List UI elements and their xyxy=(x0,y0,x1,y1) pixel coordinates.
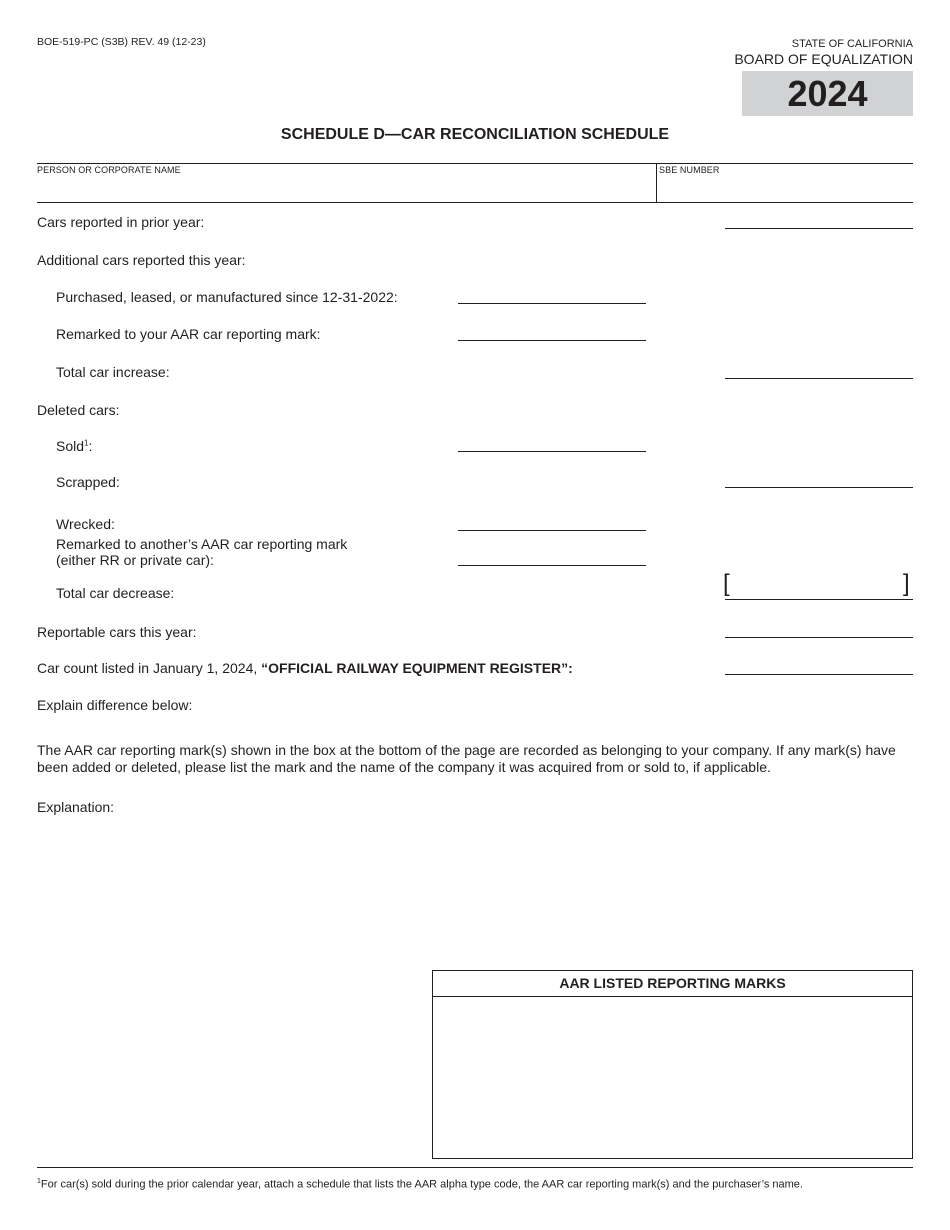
footnote-marker: 1 xyxy=(37,1178,41,1185)
identity-divider xyxy=(656,164,657,202)
car-count-input[interactable] xyxy=(725,654,913,675)
prior-year-label: Cars reported in prior year: xyxy=(37,214,205,230)
scrapped-label: Scrapped: xyxy=(56,474,120,490)
footnote: $^1$For car(s) sold during the prior calendar year, attach a schedule that lists the AAR alpha type code, the AAR car reporting mark(s) and the purchaser’s name. xyxy=(37,1178,803,1191)
scrapped-input[interactable] xyxy=(725,467,913,488)
aar-marks-title: AAR LISTED REPORTING MARKS xyxy=(433,971,912,997)
car-count-label: Car count listed in January 1, 2024, “OFFICIAL RAILWAY EQUIPMENT REGISTER”: xyxy=(37,660,573,676)
name-label: PERSON OR CORPORATE NAME xyxy=(37,165,181,175)
explanation-label: Explanation: xyxy=(37,799,115,815)
aar-marks-box xyxy=(432,970,913,1159)
year-badge: 2024 xyxy=(742,71,913,116)
remarked-another-label-1: Remarked to another’s AAR car reporting mark xyxy=(56,536,348,552)
sbe-input[interactable] xyxy=(662,178,914,200)
identity-bottom-rule xyxy=(37,202,913,203)
total-increase-label: Total car increase: xyxy=(56,364,170,380)
wrecked-label: Wrecked: xyxy=(56,516,115,532)
sold-input[interactable] xyxy=(458,431,646,452)
instructions-paragraph: The AAR car reporting mark(s) shown in the box at the bottom of the page are recorded as belonging to your company. If any mark(s) have been added or deleted, please list the mark and the name of the company it was acquired from or sold to, if applicable. xyxy=(37,742,896,775)
remarked-to-input[interactable] xyxy=(458,320,646,341)
agency-label: BOARD OF EQUALIZATION xyxy=(734,51,913,67)
total-decrease-label: Total car decrease: xyxy=(56,585,175,601)
state-label: STATE OF CALIFORNIA xyxy=(791,38,913,50)
bracket-open: [ xyxy=(723,570,730,597)
sbe-label: SBE NUMBER xyxy=(659,165,720,175)
identity-top-rule xyxy=(37,163,913,164)
explanation-textarea[interactable] xyxy=(37,824,917,963)
form-id: BOE-519-PC (S3B) REV. 49 (12-23) xyxy=(37,36,206,48)
reportable-input[interactable] xyxy=(725,617,913,638)
remarked-another-input[interactable] xyxy=(458,545,646,566)
remarked-another-label-2: (either RR or private car): xyxy=(56,552,214,568)
bracket-close: ] xyxy=(903,570,910,597)
purchased-label: Purchased, leased, or manufactured since 12-31-2022: xyxy=(56,289,398,305)
page-title: SCHEDULE D—CAR RECONCILIATION SCHEDULE xyxy=(280,126,670,143)
additional-label: Additional cars reported this year: xyxy=(37,252,246,268)
wrecked-input[interactable] xyxy=(458,510,646,531)
total-increase-input[interactable] xyxy=(725,358,913,379)
total-decrease-input[interactable] xyxy=(725,579,913,600)
reportable-label: Reportable cars this year: xyxy=(37,624,197,640)
footnote-rule xyxy=(37,1167,913,1168)
deleted-label: Deleted cars: xyxy=(37,402,120,418)
sold-footnote-ref: 1 xyxy=(84,438,89,448)
name-input[interactable] xyxy=(40,178,654,200)
prior-year-input[interactable] xyxy=(725,208,913,229)
sold-label: Sold$^1$: xyxy=(56,438,93,454)
explain-below-label: Explain difference below: xyxy=(37,697,193,713)
purchased-input[interactable] xyxy=(458,283,646,304)
remarked-to-label: Remarked to your AAR car reporting mark: xyxy=(56,326,321,342)
aar-marks-body xyxy=(433,997,912,1157)
